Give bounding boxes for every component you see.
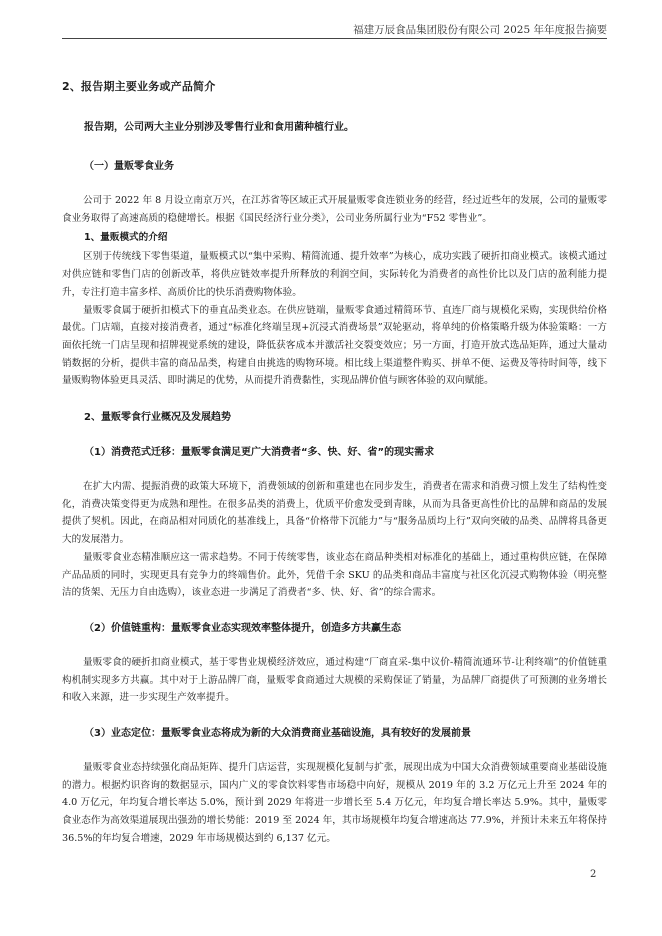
section-lead: 报告期，公司两大主业分别涉及零售行业和食用菌种植行业。: [84, 122, 354, 133]
subheading-positioning: （3）业态定位：量贩零食业态将成为新的大众消费商业基础设施，具有较好的发展前景: [84, 728, 471, 740]
value-chain-paragraph: 量贩零食的硬折扣商业模式，基于零售业规模经济效应，通过构建“厂商直采-集中议价-精简流通环节-让利终端”的价值链重构机制实现多方共赢。其中对于上游品牌厂商，量贩零食商通过大规模的采购保证了销量，为品牌厂商提供了可预测的业务增长和收入来源，进一步实现生产效率提升。: [62, 656, 607, 704]
part-title-snack: （一）量贩零食业务: [84, 161, 174, 172]
section-title: 2、报告期主要业务或产品简介: [62, 80, 216, 93]
heading-industry-overview: 2、量贩零食行业概况及发展趋势: [84, 412, 231, 424]
page-content: [62, 78, 607, 848]
intro-paragraph: 公司于 2022 年 8 月设立南京万兴，在江苏省等区域正式开展量贩零食连锁业务的经营，经过近些年的发展，公司的量贩零食业务取得了高速高质的稳健增长。根据《国民经济行业分类》，公司业务所属行业为“F52 零售业”。: [62, 195, 607, 224]
model-paragraph-1: 区别于传统线下零售渠道，量贩模式以“集中采购、精简流通、提升效率”为核心，成功实践了硬折扣商业模式。该模式通过对供应链和零售门店的创新改革，将供应链效率提升所释放的利润空间，实际转化为消费者的高性价比以及门店的盈利能力提升，专注打造丰富多样、高质价比的快乐消费购物体验。: [62, 251, 607, 298]
subheading-consumption-shift: （1）消费范式迁移：量贩零食满足更广大消费者“多、快、好、省”的现实需求: [84, 447, 435, 459]
consumption-paragraph-2: 量贩零食业态精准顺应这一需求趋势。不同于传统零售，该业态在商品种类相对标准化的基础上，通过重构供应链，在保障产品品质的同时，实现更具有竞争力的终端售价。此外，凭借千余 SKU 的品类和商品丰富度与社区化沉浸式购物体验（明亮整洁的货架、无压力自由选购），该业态进一步满足了消费者“多、快、好、省”的综合需求。: [62, 551, 607, 599]
heading-model-intro: 1、量贩模式的介绍: [84, 232, 168, 244]
subheading-value-chain: （2）价值链重构：量贩零食业态实现效率整体提升，创造多方共赢生态: [84, 622, 401, 634]
header-divider: [62, 38, 607, 39]
page-number: 2: [590, 869, 597, 880]
consumption-paragraph-1: 在扩大内需、提振消费的政策大环境下，消费领域的创新和重建也在同步发生，消费者在需求和消费习惯上发生了结构性变化，消费决策变得更为成熟和理性。在很多品类的消费上，优质平价愈发受到青睐，从而为具备更高性价比的品牌和商品的发展提供了契机。因此，在商品相对同质化的基准线上，具备“价格带下沉能力”与“服务品质均上行”双向突破的品类、品牌将具备更大的发展潜力。: [62, 481, 607, 546]
report-header-title: 福建万辰食品集团股份有限公司 2025 年年度报告摘要: [353, 24, 607, 36]
model-paragraph-2: 量贩零食属于硬折扣模式下的垂直品类业态。在供应链端，量贩零食通过精简环节、直连厂商与规模化采购，实现供给价格最优。门店端，直接对接消费者，通过“标准化终端呈现+沉浸式消费场景”双轮驱动，将单纯的价格策略升级为体验策略：一方面依托统一门店呈现和招牌视觉系统的建设，降低获客成本并激活社交裂变效应；另一方面，打造开放式选品矩阵，通过大量动销数据的分析，提供丰富的商品品类，构建自由挑选的购物环境。相比线上渠道整件购买、拼单不便、运费及等待时间等，线下量贩购物体验更具灵活、即时满足的优势，从而提升消费黏性，实现品牌价值与顾客体验的双向赋能。: [62, 304, 607, 387]
positioning-paragraph: 量贩零食业态持续强化商品矩阵、提升门店运营，实现规模化复制与扩张，展现出成为中国大众消费领域重要商业基础设施的潜力。根据灼识咨询的数据显示，国内广义的零食饮料零售市场稳中向好，规模从 2019 年的 3.2 万亿元上升至 2024 年的 4.0 万亿元，年均复合增长率达 5.0%，预计到 2029 年将进一步增长至 5.4 万亿元，年均复合增长率达 5.9%。其中，量贩零食业态作为高效渠道展现出强劲的增长势能：2019 至 2024 年，其市场规模年均复合增速高达 77.9%，并预计未来五年将保持 36.5%的年均复合增速，2029 年市场规模达到约 6,137 亿元。: [62, 762, 607, 844]
